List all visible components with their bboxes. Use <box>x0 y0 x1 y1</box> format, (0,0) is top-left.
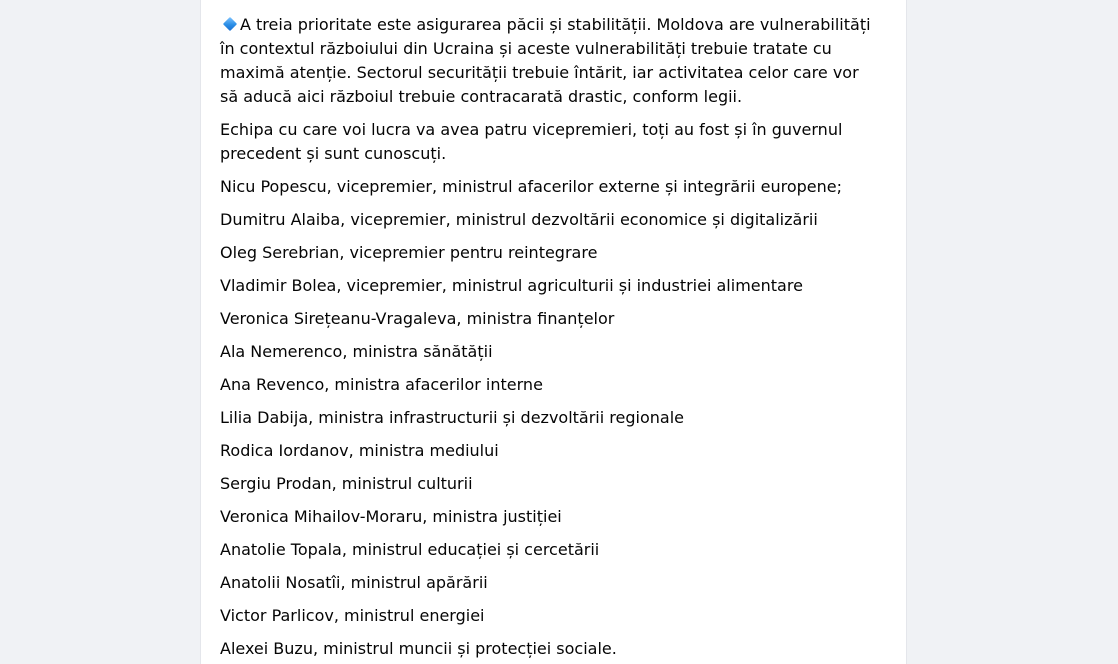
post-body <box>220 13 880 664</box>
minister-line: Victor Parlicov, ministrul energiei <box>220 606 485 625</box>
minister-line: Anatolii Nosatîi, ministrul apărării <box>220 573 488 592</box>
minister-list <box>220 175 880 661</box>
minister-line: Vladimir Bolea, vicepremier, ministrul agriculturii și industriei alimentare <box>220 276 803 295</box>
minister-line: Oleg Serebrian, vicepremier pentru reintegrare <box>220 243 598 262</box>
minister-line: Anatolie Topala, ministrul educației și cercetării <box>220 540 600 559</box>
team-paragraph: Echipa cu care voi lucra va avea patru vicepremieri, toți au fost și în guvernul precedent și sunt cunoscuți. <box>220 120 843 163</box>
small-blue-diamond-icon <box>223 17 237 31</box>
priority-text: A treia prioritate este asigurarea păcii și stabilității. Moldova are vulnerabilități în contextul războiului din Ucraina și aceste vulnerabilități trebuie tratate cu maximă atenție. Sectorul securității trebuie întărit, iar activitatea celor care vor să aducă aici războiul trebuie contracarată drastic, conform legii. <box>220 15 871 106</box>
priority-paragraph <box>220 13 880 109</box>
minister-line: Ana Revenco, ministra afacerilor interne <box>220 375 543 394</box>
post-card <box>200 0 907 664</box>
minister-line: Sergiu Prodan, ministrul culturii <box>220 474 473 493</box>
minister-line: Veronica Sirețeanu-Vragaleva, ministra finanțelor <box>220 309 615 328</box>
minister-line: Dumitru Alaiba, vicepremier, ministrul dezvoltării economice și digitalizării <box>220 210 818 229</box>
minister-line: Lilia Dabija, ministra infrastructurii și dezvoltării regionale <box>220 408 684 427</box>
minister-line: Alexei Buzu, ministrul muncii și protecției sociale. <box>220 639 617 658</box>
minister-line: Rodica Iordanov, ministra mediului <box>220 441 499 460</box>
minister-line: Ala Nemerenco, ministra sănătății <box>220 342 493 361</box>
minister-line: Nicu Popescu, vicepremier, ministrul afacerilor externe și integrării europene; <box>220 177 842 196</box>
minister-line: Veronica Mihailov-Moraru, ministra justiției <box>220 507 562 526</box>
